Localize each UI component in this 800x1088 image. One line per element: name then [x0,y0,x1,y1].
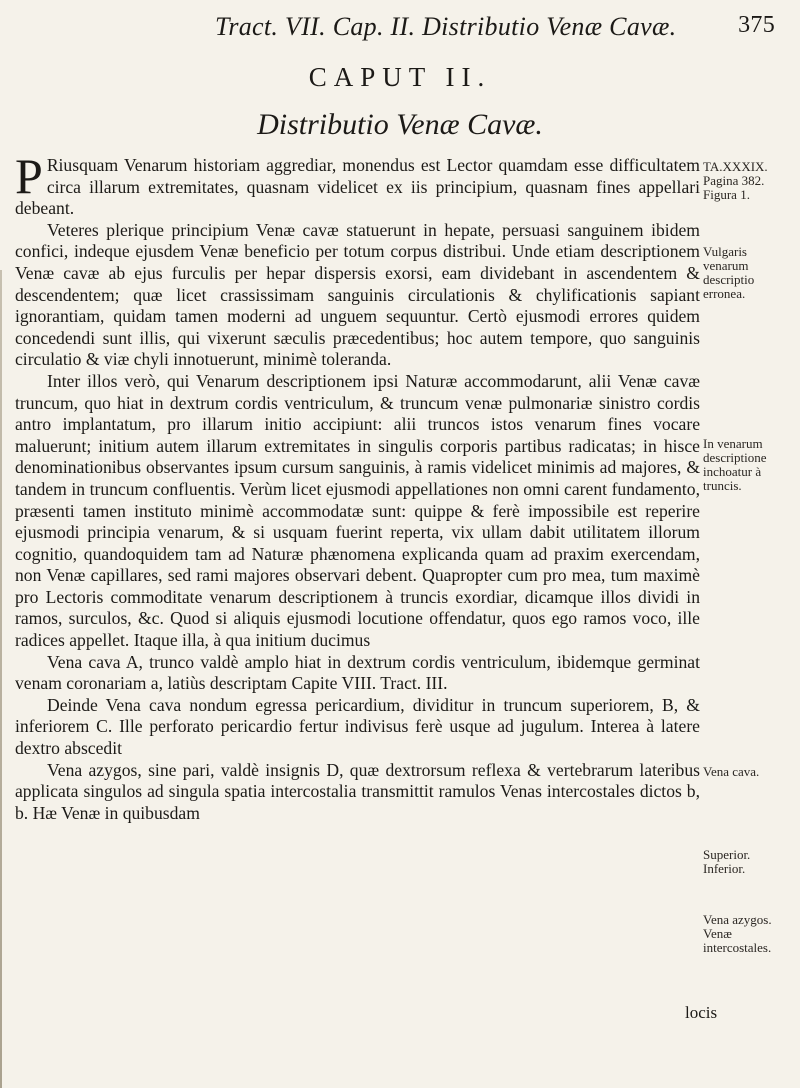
paragraph-4: Vena cava A, trunco valdè amplo hiat in dextrum cordis ventriculum, ibidemque germinat venam coronariam a, latiùs descriptam Capite VIII. Tract. III. [15,651,700,694]
margin-note-truncis: In venarum descriptione inchoatur à truncis. [703,436,767,493]
paragraph-2: Veteres plerique principium Venæ cavæ statuerunt in hepate, persuasi sanguinem ibidem confici, indeque ejusdem Venæ beneficio per totum corpus distribui. Unde etiam descriptionem Venæ cavæ ab ejus furculis per hepar dispersis exorsi, eam dividebant in ascendentem & descendentem; quæ licet crassissimam sanguinis circulationis & chylificationis sapiant ignorantiam, quidam tamen moderni ad unguem sequuntur. Certò ejusmodi errores quidem concedendi sunt illis, qui vixerunt sæculis præcedentibus; hoc autem tempore, quo sanguinis circulatio & viæ chyli innotuerunt, minimè toleranda. [15,219,700,370]
chapter-subtitle: Distributio Venæ Cavæ. [257,108,543,141]
chapter-heading: CAPUT II. [308,62,492,92]
margin-note-azygos: Vena azygos. Venæ intercostales. [703,912,772,955]
page-number: 375 [738,12,775,38]
catchword: locis [685,1003,718,1022]
paragraph-6: Vena azygos, sine pari, valdè insignis D, quæ dextrorsum reflexa & vertebrarum lateribus applicata singulos ad singula spatia intercostalia transmittit ramulos Venas intercostales dictos b, b. Hæ Venæ in quibusdam [15,759,700,823]
paragraph-5: Deinde Vena cava nondum egressa pericardium, dividitur in truncum superiorem, B, & inferiorem C. Ille perforato pericardio fertur indivisus ferè usque ad jugulum. Interea à latere dextro abscedit [15,694,700,759]
running-head [215,12,775,42]
running-head-title: Tract. VII. Cap. II. Distributio Venæ Cavæ. [215,12,677,41]
body-text [15,148,700,824]
margin-note-vulgaris: Vulgaris venarum descriptio erronea. [703,244,755,301]
margin-note-vena-cava: Vena cava. [703,764,760,779]
paragraph-1 [15,148,700,220]
drop-cap: P [15,148,43,204]
paragraph-1-text: Riusquam Venarum historiam aggrediar, monendus est Lector quamdam esse difficultatem circa illarum extremitates, quasnam videlicet ex iis principium, quasnam fines appellari debeant. [15,155,700,219]
margin-note-table-ref: TA.XXXIX. Pagina 382. Figura 1. [703,159,768,202]
margin-note-superior-inferior: Superior. Inferior. [703,847,751,876]
page-gutter-shadow [0,270,2,1088]
paragraph-3: Inter illos verò, qui Venarum descriptionem ipsi Naturæ accommodarunt, alii Venæ cavæ truncum, quo hiat in dextrum cordis ventriculum, & truncum venæ pulmonariæ sinistro cordis antro implantatum, pro illarum initio accipiunt: alii truncos istos venarum fines vocare maluerunt; initium autem illarum extremitates in singulis corporis partibus radicatas; in hisce denominationibus observantes ipsum cursum sanguinis, à ramis videlicet minimis ad majores, & tandem in truncum confluentis. Verùm licet ejusmodi appellationes non omni carent fundamento, præsenti tamen instituto minimè accommodatæ sunt: quippe & ferè impossibile est reperire ejusmodi principia venarum, & si usquam fuerint reperta, vix ullam dabit utilitatem illorum cognitio, quandoquidem tam ad Naturæ phænomena explicanda quam ad praxim exercendam, non Venæ capillares, sed rami majores observari debent. Quapropter cum pro mea, tum maximè pro Lectoris commoditate venarum descriptionem à truncis exordiar, dicamque illos dividi in ramos, surculos, &c. Quod si aliquis ejusmodi locutione offendatur, quos ego ramos voco, ille radices appellet. Itaque illa, à qua initium ducimus [15,370,700,651]
